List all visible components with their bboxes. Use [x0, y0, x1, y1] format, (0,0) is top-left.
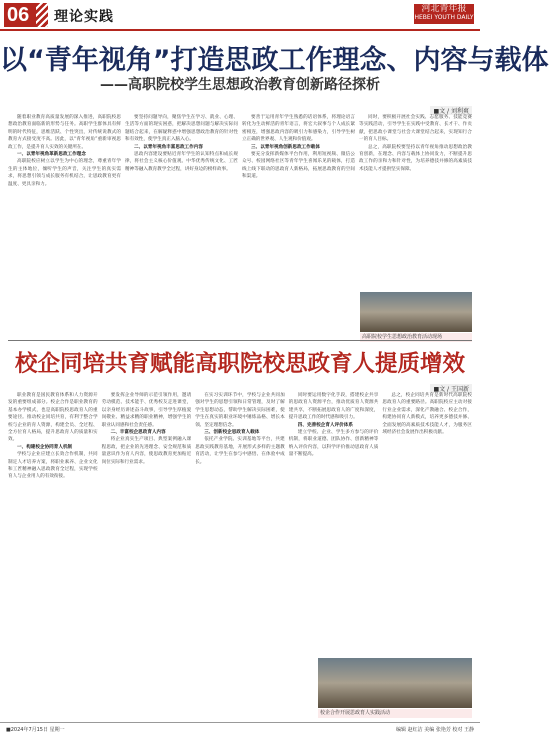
- section-heading: 一、以青年视角革新思政工作理念: [17, 152, 86, 158]
- paragraph: 在实习实训环节中，学校与企业共同加强对学生的思想引领和日常管理，及时了解学生思想动态，帮助学生解决实际困难，使学生在真实的职业环境中锤炼品格、增长本领、坚定理想信念。: [195, 393, 285, 428]
- paragraph: 总之，校企同培共育是新时代高职院校思政育人的重要路径。高职院校应主动对接行业企业需求，深化产教融合、校企合作，构建协同育人新模式，培养更多德技并修、全面发展的高素质技术技能人才，为服务区域经济社会发展作出积极贡献。: [382, 393, 472, 436]
- paragraph: 将企业真实生产项目、典型案例融入课程思政，把企业的先进理念、安全规范和质量意识作为育人内容，使思政教育更加贴近岗位实际和行业需求。: [101, 437, 192, 465]
- footer-credits: 编辑 赵红洁 美编 张艳芳 校对 王静: [396, 727, 474, 733]
- section-heading: 四、完善校企育人评价体系: [297, 422, 353, 428]
- paragraph: 要善于运用青年学生熟悉的话语体系，将理论语言转化为生动鲜活的青年语言，将宏大叙事与个人成长紧密相连，增强思政内容的吸引力和感染力，引导学生树立正确的世界观、人生观和价值观。: [242, 115, 355, 143]
- page-number: 06: [7, 4, 30, 26]
- footer-rule: [0, 722, 480, 723]
- paragraph: 要发挥企业导师的示范引领作用，邀请劳动模范、技术能手、优秀校友走进课堂，以亲身经历讲述奋斗故事，引导学生厚植爱岗敬业、精益求精的职业精神，增强学生的职业认同感和社会责任感。: [101, 393, 192, 428]
- paragraph: 职业教育是国民教育体系和人力资源开发的重要组成部分。校企合作是职业教育的基本办学模式，也是高职院校思政育人的重要途径。推动校企同培共育，有利于整合学校与企业的育人资源，构建全员、全过程、全方位育人格局，提升思政育人的质量和实效。: [8, 393, 98, 443]
- section-heading: 二、丰富校企思政育人内容: [110, 430, 166, 436]
- section-heading: 三、以青年视角创新思政工作载体: [251, 144, 320, 150]
- article1-column: [242, 114, 355, 336]
- article2-photo: [318, 658, 472, 708]
- paragraph: 同时要运用数字化手段，搭建校企共享的思政育人资源平台，推动优质育人资源共建共享，不断拓展思政育人的广度和深度，提升思政工作的时代感和吸引力。: [288, 393, 379, 421]
- paragraph: 要坚持问题导向，聚焦学生在学习、就业、心理、生活等方面的现实困惑，把解决思想问题与解决实际问题结合起来，在解疑释惑中增强思想政治教育的针对性和有效性，使学生真正入脑入心。: [125, 115, 238, 143]
- masthead-name: 河北青年报: [421, 4, 467, 14]
- paragraph: 思政内容建设要贴近青年学生的认知特点和成长规律，将社会主义核心价值观、中华优秀传统文化、工匠精神等融入教育教学全过程，讲好身边的榜样故事。: [125, 152, 238, 172]
- article2-title: 校企同培共育赋能高职院校思政育人提质增效: [14, 351, 465, 377]
- article2-byline: ■文 / 王国新: [430, 384, 472, 393]
- article2-photo-caption: 校企合作开展思政育人实践活动: [318, 709, 472, 718]
- header-rule: [0, 29, 480, 31]
- article1-column: [125, 114, 238, 336]
- section-heading: 一、构建校企协同育人机制: [17, 444, 73, 450]
- footer-date: ■2024年7月15日 星期一: [6, 727, 65, 733]
- article1-column: [8, 114, 121, 336]
- paragraph: 总之，高职院校要坚持以青年视角推动思想政治教育创新，在理念、内容与载体上协同发力，不断提升思政工作的亲和力和针对性，为培养德技并修的高素质技术技能人才提供坚实保障。: [359, 144, 472, 172]
- article2-column: [102, 392, 192, 712]
- article1-photo-caption: 高职院校学生思想政治教育活动现场: [360, 333, 472, 342]
- paragraph: 建立学校、企业、学生多方参与的评价机制，将职业道德、团队协作、创新精神等纳入评价内容，以科学评价推动思政育人质量不断提高。: [288, 430, 379, 458]
- page-header: [0, 0, 480, 30]
- paragraph: 要充分发挥新媒体平台作用，利用短视频、微信公众号、校园网络社区等青年学生喜闻乐见的载体，打造线上线下联动的思政育人新格局，拓展思政教育的空间和渠道。: [242, 152, 355, 180]
- article1-photo: [360, 292, 472, 332]
- paragraph: 高职院校应树立以学生为中心的理念，尊重青年学生的主体地位，倾听学生的声音，关注学生的真实需求，将思想引领与成长服务有机结合，让思政教育更有温度、更具亲和力。: [8, 159, 121, 187]
- section-title: 理论实践: [54, 9, 114, 25]
- stripe-decoration: [36, 3, 48, 27]
- page-number-badge: [4, 3, 48, 27]
- paragraph: 随着职业教育高质量发展的深入推进，高职院校思想政治教育面临新的形势与任务。高职学生群体具有鲜明的时代特征，思维活跃、个性突出，对传统说教式的教育方式接受度不高。因此，以“青年视角”重新审视思政工作，是提升育人实效的关键所在。: [8, 115, 121, 150]
- article-divider: [8, 340, 472, 341]
- paragraph: 依托产业学院、实训基地等平台，共建思政实践教育基地，开展形式多样的主题教育活动，让学生在参与中感悟、在体验中成长。: [195, 437, 285, 465]
- article1-byline: ■文 / 刘利爽: [430, 106, 472, 115]
- article1-subtitle: ——高职院校学生思想政治教育创新路径探析: [100, 77, 380, 93]
- section-heading: 二、以青年视角丰富思政工作内容: [134, 144, 203, 150]
- article1-title: 以“青年视角”打造思政工作理念、内容与载体: [0, 45, 549, 76]
- paragraph: 同时，要积极开展社会实践、志愿服务、技能竞赛等实践活动，引导学生在实践中受教育、长才干、作贡献，把思政小课堂与社会大课堂结合起来，实现知行合一的育人目标。: [359, 115, 472, 143]
- article2-column: [8, 392, 98, 712]
- section-heading: 三、创新校企思政育人载体: [204, 430, 260, 436]
- article2-column: [195, 392, 285, 712]
- paragraph: 学校与企业应建立长效合作机制，共同制定人才培养方案，将职业素养、企业文化和工匠精神融入思政教育全过程，实现学校育人与企业用人的有效衔接。: [8, 452, 98, 480]
- masthead-logo: [414, 4, 474, 24]
- masthead-subtitle: HEBEI YOUTH DAILY: [414, 14, 474, 21]
